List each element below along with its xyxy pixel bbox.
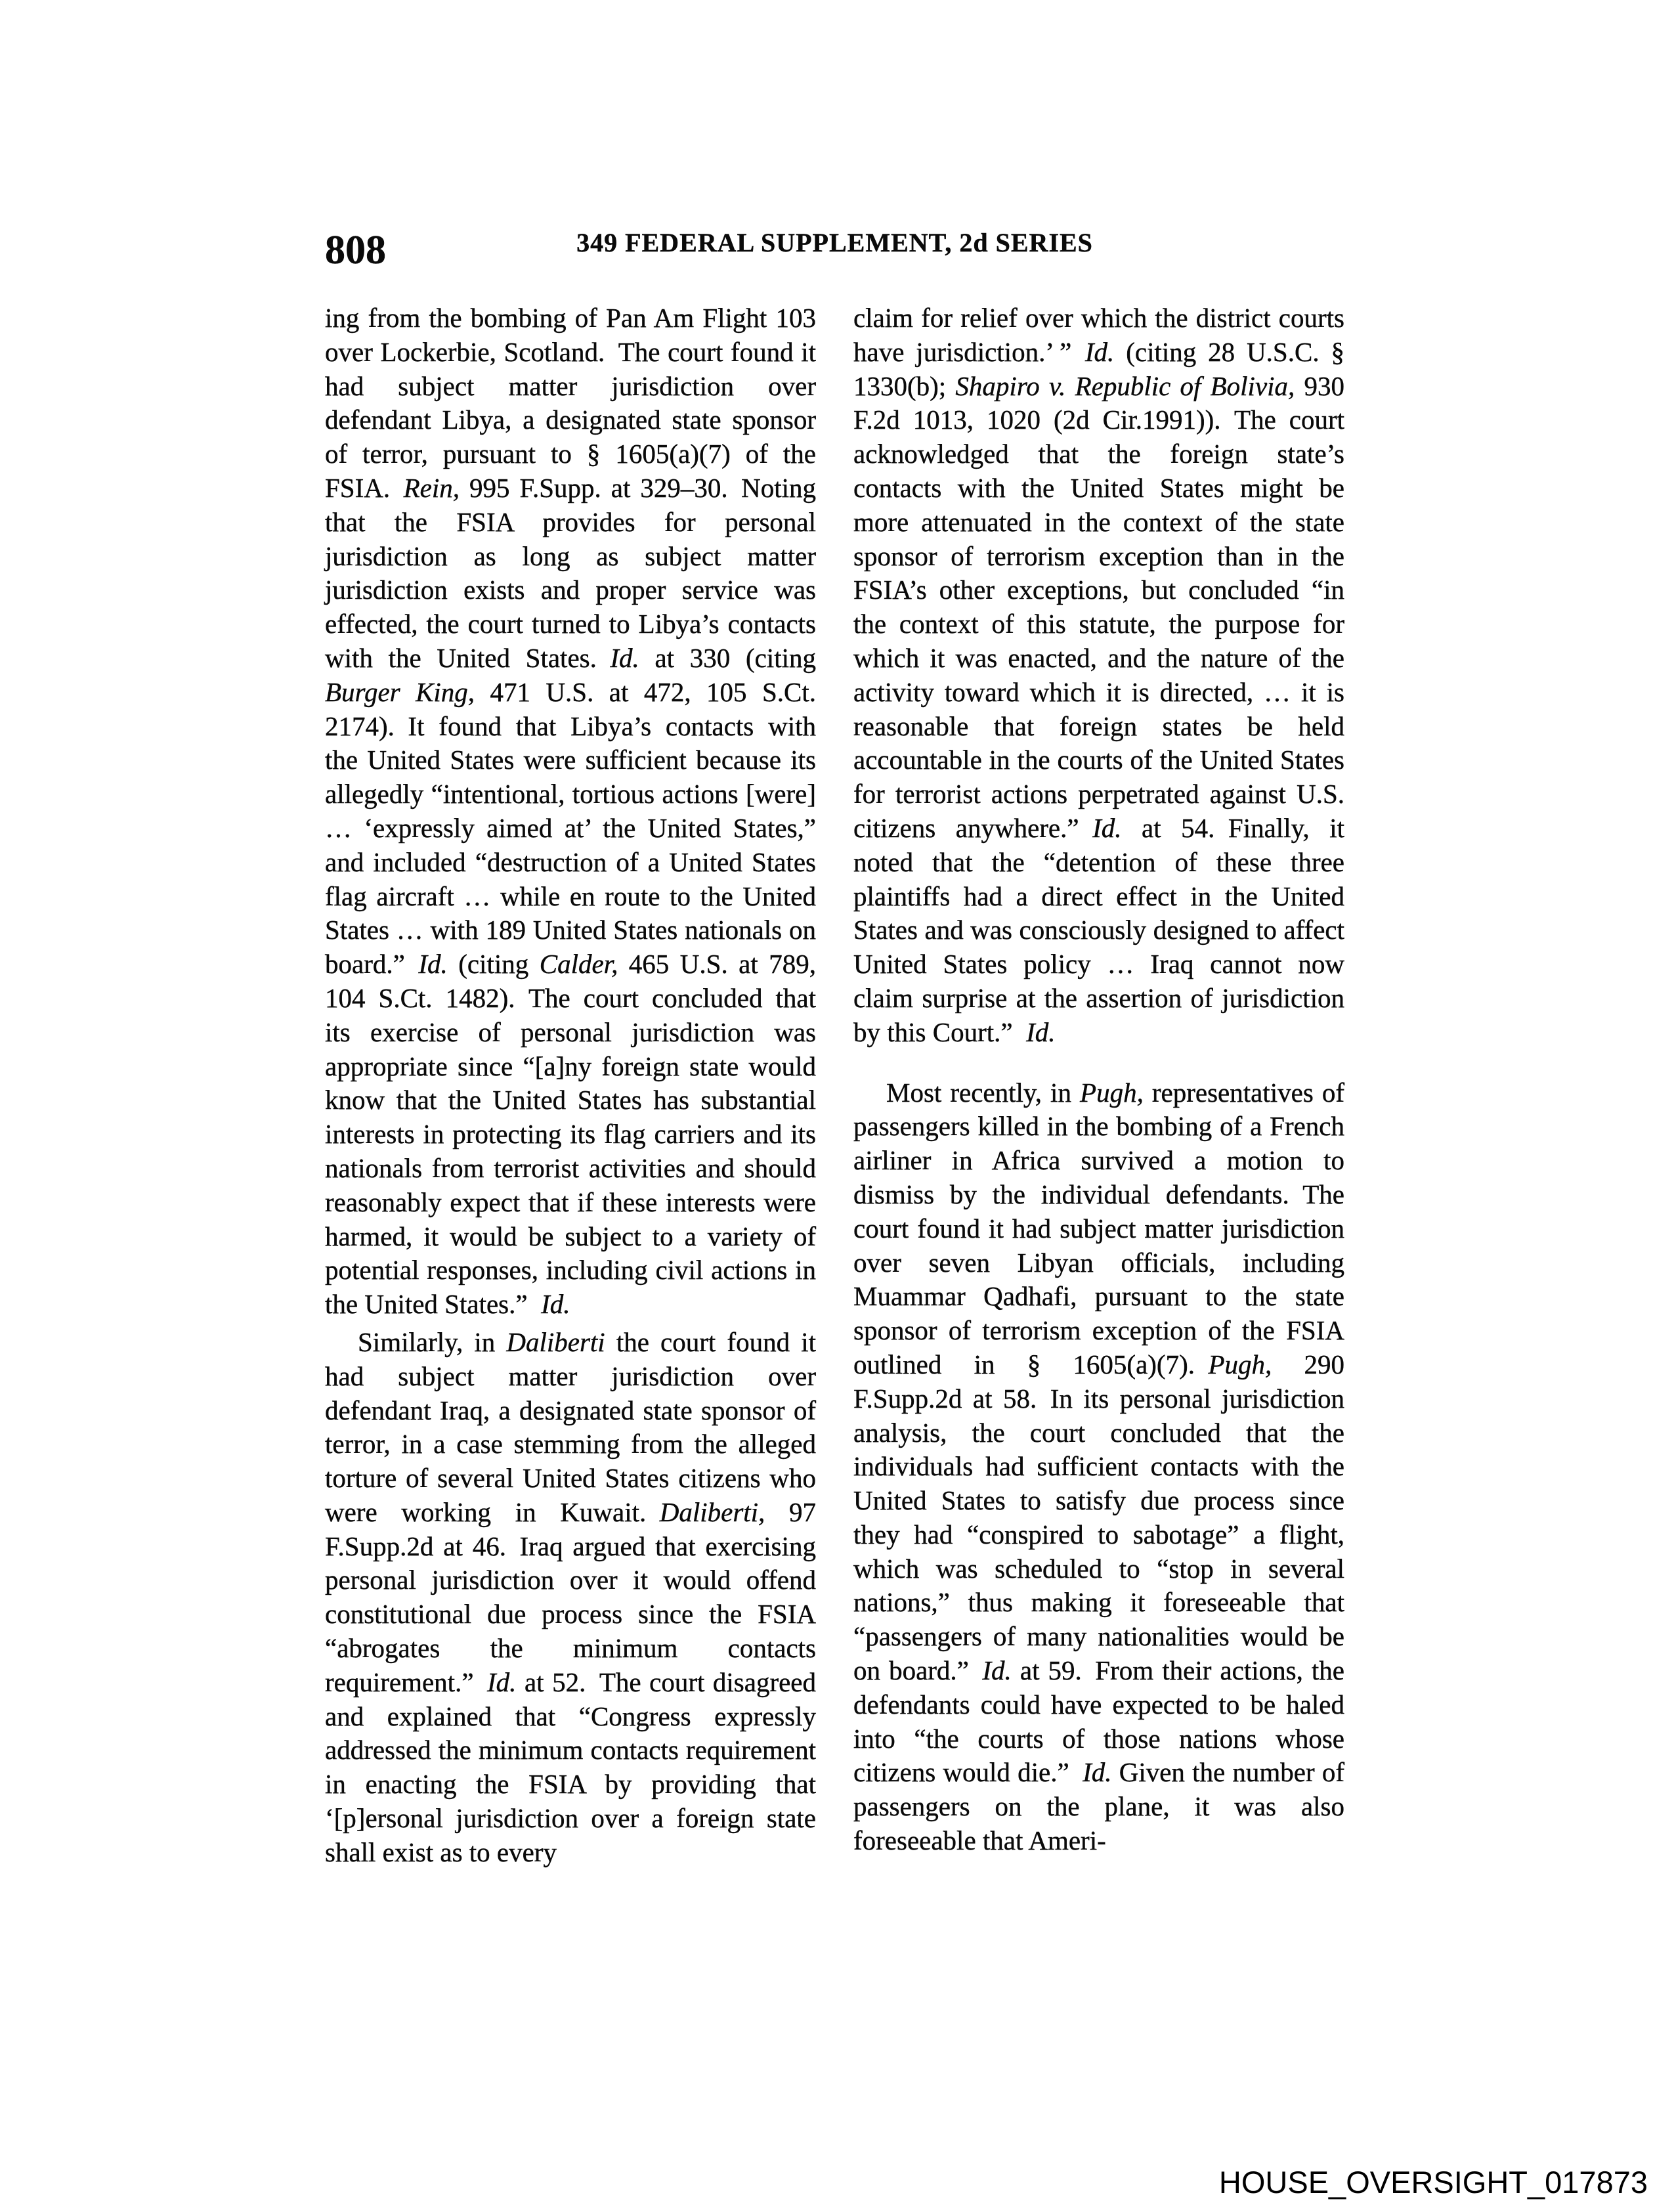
citation-italic: Id. [1026, 1016, 1056, 1047]
text-run: at 59. From their actions, the defendants could have expected to be haled into “the courts of those nations whose citizens would die.” [853, 1655, 1344, 1788]
text-run: 995 F.Supp. at 329–30. Noting that the FSIA provides for personal jurisdiction as long as subject matter jurisdiction exists and proper service was effected, the court turned to Libya’s contacts with the United States. [325, 472, 816, 673]
citation-italic: Pugh, [1208, 1349, 1272, 1379]
text-run: Most recently, in [886, 1077, 1081, 1108]
citation-italic: Burger King, [325, 676, 475, 707]
text-run: the court found it had subject matter jurisdiction over defendant Iraq, a designated state sponsor of terror, in a case stemming from the alleged torture of several United States citizens who were working in Kuwait. [325, 1326, 816, 1527]
text-run: 290 F.Supp.2d at 58. In its personal jurisdiction analysis, the court concluded that the individuals had sufficient contacts with the United States to satisfy due process since they had “conspired to sabotage” a flight, which was scheduled to “stop in several nations,” thus making it foreseeable that “passengers of many nationalities would be on board.” [853, 1349, 1344, 1686]
bates-number: HOUSE_OVERSIGHT_017873 [1218, 2165, 1648, 2200]
citation-italic: Daliberti [506, 1326, 605, 1357]
text-run: 465 U.S. at 789, 104 S.Ct. 1482). The court concluded that its exercise of personal jurisdiction was appropriate since “[a]ny foreign state would know that the United States has substantial interests in protecting its flag carriers and its nationals from terrorist activities and should reasonably expect that if these interests were harmed, it would be subject to a variety of potential responses, including civil actions in the United States.” [325, 949, 817, 1320]
text-run: 930 F.2d 1013, 1020 (2d Cir.1991)). The court acknowledged that the foreign state’s contacts with the United States might be more attenuated in the context of the state sponsor of terrorism exception than in the FSIA’s other exceptions, but concluded “in the context of this statute, the purpose for which it was enacted, and the nature of the activity toward which it is directed, … it is reasonable that foreign states be held accountable in the courts of the United States for terrorist actions perpetrated against U.S. citizens anywhere.” [853, 370, 1345, 843]
citation-italic: Pugh, [1080, 1077, 1144, 1108]
running-head: 349 FEDERAL SUPPLEMENT, 2d SERIES [576, 228, 1093, 257]
citation-italic: Id. [1092, 812, 1122, 843]
paragraph [325, 1326, 816, 1870]
text-run: (citing 28 U.S.C. § 1330(b); [853, 336, 1344, 401]
text-run: at 330 (citing [639, 642, 816, 673]
text-run: Given the number of passengers on the plane, it was also foreseeable that Ameri- [853, 1757, 1344, 1856]
paragraph [853, 1076, 1344, 1858]
text-run: ing from the bombing of Pan Am Flight 103 over Lockerbie, Scotland. The court found it had subject matter jurisdiction over defendant Libya, a designated state sponsor of terror, pursuant to § 1605(a)(7) of the FSIA. [325, 303, 816, 503]
citation-italic: Id. [982, 1655, 1012, 1686]
text-run: at 54. Finally, it noted that the “detention of these three plaintiffs had a direct effect in the United States and was consciously designed to affect United States policy … Iraq cannot now claim surprise at the assertion of jurisdiction by this Court.” [853, 812, 1344, 1047]
text-run: 471 U.S. at 472, 105 S.Ct. 2174). It found that Libya’s contacts with the United States were sufficient because its allegedly “intentional, tortious actions [were] … ‘expressly aimed at’ the United States,” and included “destruction of a United States flag aircraft … while en route to the United States … with 189 United States nationals on board.” [325, 676, 816, 980]
citation-italic: Rein, [403, 472, 460, 503]
text-run: Similarly, in [358, 1326, 507, 1357]
citation-italic: Id. [1084, 336, 1115, 367]
page-header [325, 222, 1344, 281]
citation-italic: Daliberti, [659, 1496, 765, 1527]
citation-italic: Calder, [539, 949, 618, 980]
citation-italic: Shapiro v. Republic of Bolivia, [955, 370, 1295, 401]
text-run: at 52. The court disagreed and explained that “Congress expressly addressed the minimum contacts requirement in enacting the FSIA by providing that ‘[p]ersonal jurisdiction over a foreign state shall exist as to every [325, 1666, 816, 1867]
citation-italic: Id. [610, 642, 639, 673]
right-column [853, 301, 1344, 1870]
citation-italic: Id. [541, 1289, 570, 1320]
citation-italic: Id. [1083, 1757, 1112, 1788]
page-number: 808 [325, 228, 386, 272]
citation-italic: Id. [487, 1666, 517, 1697]
paragraph [325, 301, 816, 1322]
citation-italic: Id. [418, 949, 448, 980]
two-column-body [325, 301, 1344, 1870]
text-run: (citing [447, 949, 540, 980]
text-run: representatives of passengers killed in the bombing of a French airliner in Africa survived a motion to dismiss by the individual defendants. The court found it had subject matter jurisdiction over seven Libyan officials, including Muammar Qadhafi, pursuant to the state sponsor of terrorism exception of the FSIA outlined in § 1605(a)(7). [853, 1077, 1344, 1379]
paragraph [853, 301, 1344, 1050]
left-column [325, 301, 816, 1870]
text-run: 97 F.Supp.2d at 46. Iraq argued that exercising personal jurisdiction over it would offend constitutional due process since the FSIA “abrogates the minimum contacts requirement.” [325, 1496, 817, 1697]
text-run: claim for relief over which the district courts have jurisdiction.’ ” [853, 303, 1344, 367]
